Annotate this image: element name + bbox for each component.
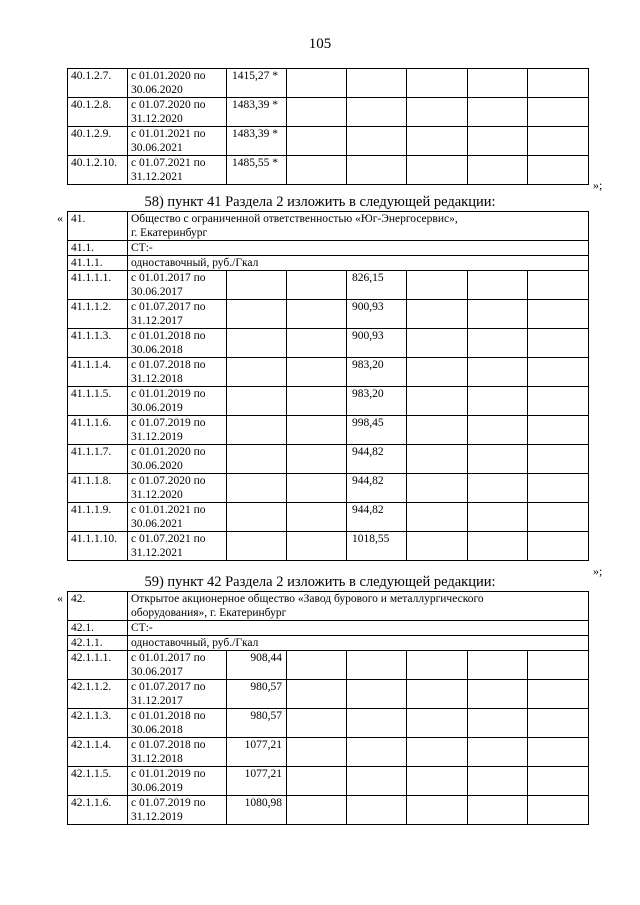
empty-cell — [287, 532, 347, 561]
period-cell — [128, 69, 227, 98]
tariff-value: 1415,27 * — [227, 69, 287, 98]
period-line: с 01.07.2018 по — [131, 739, 206, 751]
page-number: 105 — [308, 36, 332, 52]
empty-cell — [468, 738, 528, 767]
tariff-value: 826,15 — [347, 271, 407, 300]
period-cell — [128, 329, 227, 358]
empty-cell — [347, 98, 407, 127]
row-code: 42.1.1.5. — [68, 767, 128, 796]
row-code: 42.1.1.4. — [68, 738, 128, 767]
empty-cell — [407, 738, 468, 767]
tariff-value: 983,20 — [347, 387, 407, 416]
org-name-line: Открытое акционерное общество «Завод бурового и металлургического — [131, 593, 484, 605]
empty-cell — [287, 358, 347, 387]
row-code: 42.1.1.1. — [68, 651, 128, 680]
closing-quote-mark: »; — [593, 178, 603, 192]
opening-quote-mark: « — [57, 591, 63, 605]
row-code: 42.1.1.2. — [68, 680, 128, 709]
empty-cell — [468, 329, 528, 358]
tariff-value: 980,57 — [227, 709, 287, 738]
table-row — [68, 300, 589, 329]
period-line: 30.06.2021 — [131, 518, 183, 530]
row-code: 42.1.1.6. — [68, 796, 128, 825]
empty-cell — [287, 796, 347, 825]
empty-cell — [347, 651, 407, 680]
tariff-value: 900,93 — [347, 300, 407, 329]
tariff-value: 944,82 — [347, 503, 407, 532]
empty-cell — [287, 503, 347, 532]
org-name-line: оборудования», г. Екатеринбург — [131, 607, 287, 619]
empty-cell — [407, 445, 468, 474]
empty-cell — [407, 416, 468, 445]
period-cell — [128, 358, 227, 387]
empty-cell — [287, 98, 347, 127]
period-line: 31.12.2021 — [131, 547, 183, 559]
table-row — [68, 651, 589, 680]
empty-cell — [468, 127, 528, 156]
empty-cell — [468, 98, 528, 127]
table-row — [68, 767, 589, 796]
empty-cell — [468, 474, 528, 503]
table-row — [68, 474, 589, 503]
empty-cell — [407, 503, 468, 532]
empty-cell — [528, 709, 589, 738]
tariff-table-42 — [67, 591, 589, 825]
tariff-value: 1077,21 — [227, 738, 287, 767]
row-code: 41.1.1. — [68, 256, 128, 271]
empty-cell — [347, 767, 407, 796]
period-line: 30.06.2020 — [131, 84, 183, 96]
empty-cell — [468, 503, 528, 532]
empty-cell — [528, 503, 589, 532]
period-cell — [128, 98, 227, 127]
tariff-value: 900,93 — [347, 329, 407, 358]
period-line: с 01.07.2018 по — [131, 359, 206, 371]
empty-cell — [407, 271, 468, 300]
period-line: с 01.01.2018 по — [131, 330, 206, 342]
empty-cell — [468, 767, 528, 796]
section-59-heading: 59) пункт 42 Раздела 2 изложить в следующей редакции: — [144, 574, 496, 590]
row-code: 41.1.1.10. — [68, 532, 128, 561]
period-cell — [128, 271, 227, 300]
row-code: 40.1.2.9. — [68, 127, 128, 156]
tariff-table-41 — [67, 211, 589, 561]
section-58-heading: 58) пункт 41 Раздела 2 изложить в следующей редакции: — [144, 194, 496, 210]
empty-cell — [407, 532, 468, 561]
empty-cell — [287, 474, 347, 503]
row-code: 41.1. — [68, 241, 128, 256]
empty-cell — [407, 69, 468, 98]
row-text: СТ:- — [128, 241, 589, 256]
tariff-value: 983,20 — [347, 358, 407, 387]
empty-cell — [528, 358, 589, 387]
tariff-value: 998,45 — [347, 416, 407, 445]
table-row — [68, 98, 589, 127]
tariff-type-row — [68, 256, 589, 271]
empty-cell — [407, 358, 468, 387]
tariff-type-row — [68, 636, 589, 651]
empty-cell — [227, 503, 287, 532]
period-line: с 01.07.2017 по — [131, 301, 206, 313]
period-line: 30.06.2019 — [131, 782, 183, 794]
row-code: 42.1.1.3. — [68, 709, 128, 738]
tariff-value: 1080,98 — [227, 796, 287, 825]
period-line: с 01.01.2018 по — [131, 710, 206, 722]
empty-cell — [227, 300, 287, 329]
row-code: 41.1.1.1. — [68, 271, 128, 300]
row-code: 41.1.1.9. — [68, 503, 128, 532]
period-cell — [128, 709, 227, 738]
period-line: 31.12.2019 — [131, 811, 183, 823]
period-line: 31.12.2020 — [131, 113, 183, 125]
table-row — [68, 532, 589, 561]
period-line: 30.06.2018 — [131, 724, 183, 736]
table-row — [68, 271, 589, 300]
row-code: 42. — [68, 592, 128, 621]
empty-cell — [407, 767, 468, 796]
empty-cell — [347, 796, 407, 825]
period-line: 31.12.2017 — [131, 315, 183, 327]
empty-cell — [528, 680, 589, 709]
period-line: с 01.07.2019 по — [131, 797, 206, 809]
empty-cell — [528, 767, 589, 796]
row-text: СТ:- — [128, 621, 589, 636]
tariff-value: 1483,39 * — [227, 98, 287, 127]
st-row — [68, 621, 589, 636]
table-row — [68, 329, 589, 358]
empty-cell — [347, 156, 407, 185]
row-code: 40.1.2.7. — [68, 69, 128, 98]
row-code: 41.1.1.3. — [68, 329, 128, 358]
empty-cell — [528, 271, 589, 300]
empty-cell — [528, 300, 589, 329]
period-line: 30.06.2018 — [131, 344, 183, 356]
period-cell — [128, 445, 227, 474]
empty-cell — [468, 532, 528, 561]
empty-cell — [407, 329, 468, 358]
empty-cell — [407, 127, 468, 156]
period-line: 30.06.2017 — [131, 666, 183, 678]
empty-cell — [528, 329, 589, 358]
empty-cell — [287, 767, 347, 796]
row-code: 41.1.1.2. — [68, 300, 128, 329]
tariff-value: 908,44 — [227, 651, 287, 680]
row-code: 41.1.1.8. — [68, 474, 128, 503]
row-text: одноставочный, руб./Гкал — [128, 256, 589, 271]
empty-cell — [287, 271, 347, 300]
table-row — [68, 156, 589, 185]
period-cell — [128, 680, 227, 709]
empty-cell — [468, 300, 528, 329]
empty-cell — [528, 416, 589, 445]
empty-cell — [227, 474, 287, 503]
opening-quote-mark: « — [57, 211, 63, 225]
closing-quote-mark: »; — [593, 564, 603, 578]
empty-cell — [528, 651, 589, 680]
period-line: с 01.01.2021 по — [131, 504, 206, 516]
empty-cell — [227, 532, 287, 561]
empty-cell — [287, 709, 347, 738]
empty-cell — [468, 387, 528, 416]
empty-cell — [407, 474, 468, 503]
period-line: с 01.01.2019 по — [131, 388, 206, 400]
period-cell — [128, 651, 227, 680]
row-text — [128, 212, 589, 241]
period-line: 30.06.2017 — [131, 286, 183, 298]
empty-cell — [407, 709, 468, 738]
period-cell — [128, 503, 227, 532]
empty-cell — [407, 680, 468, 709]
st-row — [68, 241, 589, 256]
empty-cell — [227, 387, 287, 416]
empty-cell — [287, 127, 347, 156]
period-line: с 01.07.2017 по — [131, 681, 206, 693]
tariff-table-40 — [67, 68, 589, 185]
period-line: с 01.01.2021 по — [131, 128, 206, 140]
row-code: 42.1. — [68, 621, 128, 636]
table-row — [68, 709, 589, 738]
tariff-value: 944,82 — [347, 445, 407, 474]
row-code: 42.1.1. — [68, 636, 128, 651]
empty-cell — [528, 532, 589, 561]
empty-cell — [468, 69, 528, 98]
row-text — [128, 592, 589, 621]
row-code: 40.1.2.8. — [68, 98, 128, 127]
empty-cell — [528, 127, 589, 156]
org-name-line: г. Екатеринбург — [131, 227, 208, 239]
row-text: одноставочный, руб./Гкал — [128, 636, 589, 651]
row-code: 41. — [68, 212, 128, 241]
empty-cell — [468, 680, 528, 709]
table-row — [68, 680, 589, 709]
empty-cell — [287, 156, 347, 185]
empty-cell — [287, 680, 347, 709]
tariff-value: 944,82 — [347, 474, 407, 503]
empty-cell — [287, 69, 347, 98]
period-line: с 01.07.2021 по — [131, 533, 206, 545]
empty-cell — [528, 98, 589, 127]
empty-cell — [528, 387, 589, 416]
period-cell — [128, 127, 227, 156]
period-line: 31.12.2018 — [131, 753, 183, 765]
period-line: 31.12.2019 — [131, 431, 183, 443]
empty-cell — [287, 329, 347, 358]
table-row — [68, 127, 589, 156]
empty-cell — [287, 387, 347, 416]
table-row — [68, 503, 589, 532]
period-cell — [128, 416, 227, 445]
empty-cell — [347, 709, 407, 738]
tariff-value: 1483,39 * — [227, 127, 287, 156]
empty-cell — [287, 445, 347, 474]
period-line: с 01.01.2020 по — [131, 446, 206, 458]
empty-cell — [347, 738, 407, 767]
empty-cell — [468, 271, 528, 300]
table-row — [68, 416, 589, 445]
period-line: с 01.07.2020 по — [131, 99, 206, 111]
period-cell — [128, 387, 227, 416]
empty-cell — [407, 156, 468, 185]
row-code: 40.1.2.10. — [68, 156, 128, 185]
empty-cell — [468, 445, 528, 474]
empty-cell — [227, 358, 287, 387]
period-line: 31.12.2020 — [131, 489, 183, 501]
empty-cell — [407, 300, 468, 329]
period-cell — [128, 300, 227, 329]
period-cell — [128, 796, 227, 825]
empty-cell — [287, 300, 347, 329]
period-line: 31.12.2021 — [131, 171, 183, 183]
table-row — [68, 738, 589, 767]
period-line: с 01.01.2020 по — [131, 70, 206, 82]
empty-cell — [528, 796, 589, 825]
table-row — [68, 358, 589, 387]
empty-cell — [528, 738, 589, 767]
tariff-value: 1485,55 * — [227, 156, 287, 185]
org-name-line: Общество с ограниченной ответственностью «Юг-Энергосервис», — [131, 213, 458, 225]
empty-cell — [468, 796, 528, 825]
period-line: с 01.07.2019 по — [131, 417, 206, 429]
empty-cell — [227, 271, 287, 300]
row-code: 41.1.1.4. — [68, 358, 128, 387]
empty-cell — [287, 738, 347, 767]
table-row — [68, 387, 589, 416]
empty-cell — [528, 474, 589, 503]
period-cell — [128, 474, 227, 503]
period-line: 30.06.2021 — [131, 142, 183, 154]
organization-row — [68, 212, 589, 241]
row-code: 41.1.1.5. — [68, 387, 128, 416]
empty-cell — [468, 416, 528, 445]
empty-cell — [227, 445, 287, 474]
period-line: с 01.01.2017 по — [131, 272, 206, 284]
empty-cell — [287, 416, 347, 445]
empty-cell — [468, 709, 528, 738]
tariff-value: 980,57 — [227, 680, 287, 709]
empty-cell — [287, 651, 347, 680]
empty-cell — [347, 680, 407, 709]
period-line: 31.12.2018 — [131, 373, 183, 385]
empty-cell — [227, 329, 287, 358]
period-cell — [128, 767, 227, 796]
period-line: с 01.07.2021 по — [131, 157, 206, 169]
empty-cell — [407, 387, 468, 416]
period-line: 30.06.2020 — [131, 460, 183, 472]
empty-cell — [528, 156, 589, 185]
empty-cell — [227, 416, 287, 445]
empty-cell — [347, 69, 407, 98]
period-cell — [128, 738, 227, 767]
period-cell — [128, 532, 227, 561]
period-line: 30.06.2019 — [131, 402, 183, 414]
row-code: 41.1.1.6. — [68, 416, 128, 445]
tariff-value: 1018,55 — [347, 532, 407, 561]
row-code: 41.1.1.7. — [68, 445, 128, 474]
empty-cell — [407, 651, 468, 680]
empty-cell — [347, 127, 407, 156]
period-line: с 01.01.2017 по — [131, 652, 206, 664]
period-cell — [128, 156, 227, 185]
period-line: с 01.07.2020 по — [131, 475, 206, 487]
table-row — [68, 445, 589, 474]
empty-cell — [468, 358, 528, 387]
period-line: с 01.01.2019 по — [131, 768, 206, 780]
empty-cell — [528, 69, 589, 98]
period-line: 31.12.2017 — [131, 695, 183, 707]
empty-cell — [468, 651, 528, 680]
organization-row — [68, 592, 589, 621]
empty-cell — [407, 796, 468, 825]
empty-cell — [468, 156, 528, 185]
table-row — [68, 796, 589, 825]
empty-cell — [528, 445, 589, 474]
table-row — [68, 69, 589, 98]
empty-cell — [407, 98, 468, 127]
tariff-value: 1077,21 — [227, 767, 287, 796]
